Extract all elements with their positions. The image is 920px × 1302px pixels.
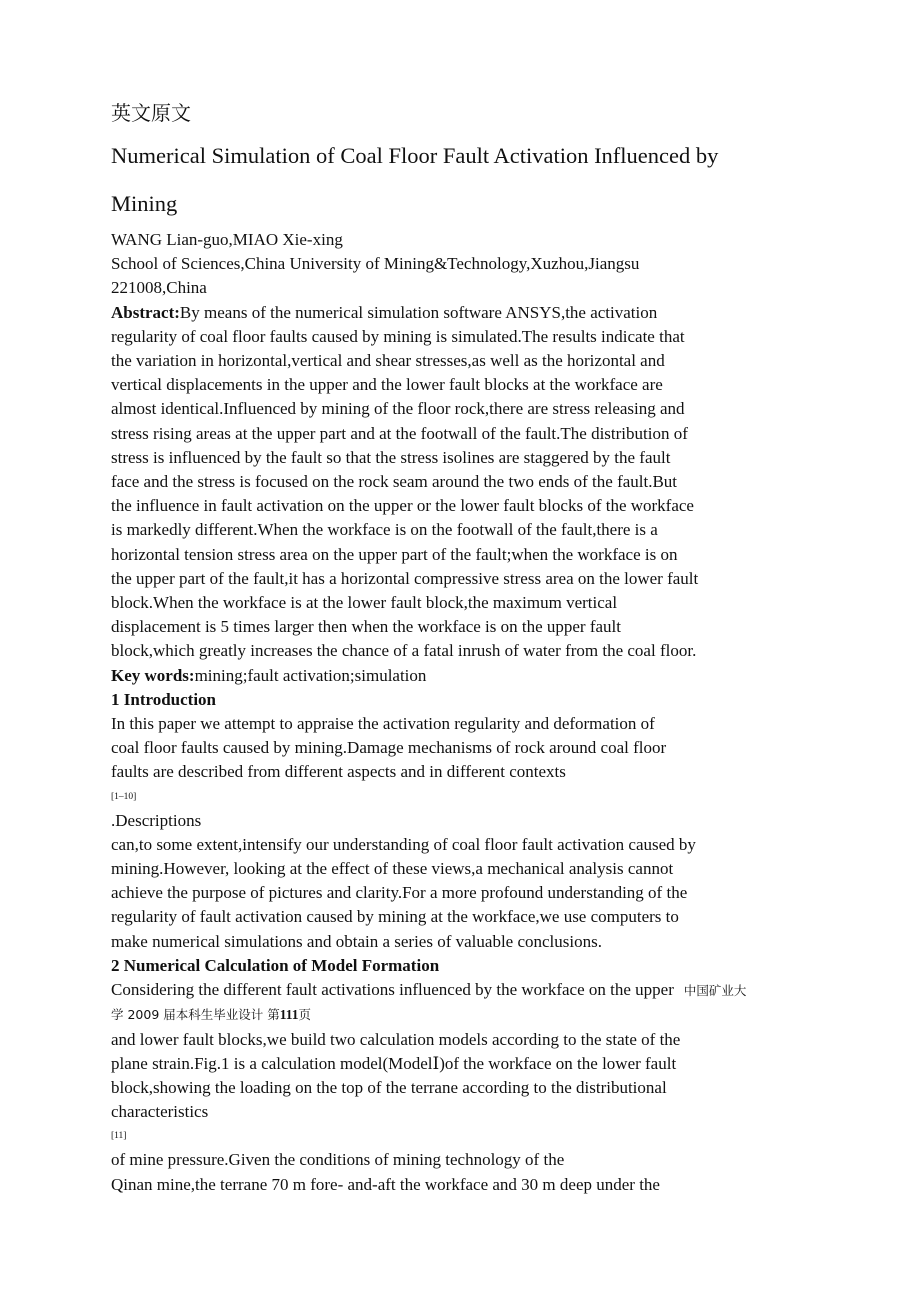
- paragraph-line: block,which greatly increases the chance of a fatal inrush of water from the coal floor.: [111, 641, 697, 661]
- keywords-text: mining;fault activation;simulation: [194, 665, 427, 685]
- page-footer-note: 中国矿业大: [683, 983, 747, 999]
- paragraph-line: make numerical simulations and obtain a series of valuable conclusions.: [111, 931, 602, 951]
- paragraph-line: mining.However, looking at the effect of these views,a mechanical analysis cannot: [111, 859, 674, 879]
- paragraph-line: regularity of coal floor faults caused by mining is simulated.The results indicate that: [111, 326, 685, 346]
- paragraph-line: .Descriptions: [111, 810, 202, 830]
- paragraph-line: can,to some extent,intensify our understanding of coal floor fault activation caused by: [111, 834, 696, 854]
- keywords-line: [111, 664, 811, 688]
- paragraph-line: achieve the purpose of pictures and clarity.For a more profound understanding of the: [111, 883, 688, 903]
- abstract-body: [111, 325, 811, 664]
- abstract: [111, 301, 811, 664]
- paragraph-line: horizontal tension stress area on the upper part of the fault;when the workface is on: [111, 544, 678, 564]
- section-model-formation: [111, 954, 811, 1197]
- section-body: [111, 1028, 811, 1125]
- paragraph-line: stress rising areas at the upper part and at the footwall of the fault.The distribution of: [111, 423, 688, 443]
- paragraph-line: stress is influenced by the fault so that the stress isolines are staggered by the fault: [111, 447, 671, 467]
- citation-ref: [11]: [111, 1131, 127, 1142]
- section-heading: 1 Introduction: [111, 689, 217, 709]
- paragraph-line: block,showing the loading on the top of the terrane according to the distributional: [111, 1077, 667, 1097]
- paragraph-line: the variation in horizontal,vertical and shear stresses,as well as the horizontal and: [111, 351, 665, 371]
- document-page: [111, 94, 811, 1197]
- paragraph-line: the influence in fault activation on the upper or the lower fault blocks of the workface: [111, 496, 694, 516]
- abstract-text: By means of the numerical simulation software ANSYS,the activation: [179, 302, 658, 322]
- paragraph-line: coal floor faults caused by mining.Damage mechanisms of rock around coal floor: [111, 738, 667, 758]
- paragraph-line: the upper part of the fault,it has a horizontal compressive stress area on the lower fault: [111, 568, 699, 588]
- abstract-first-line: [111, 301, 811, 325]
- title-line: Numerical Simulation of Coal Floor Fault Activation Influenced by: [111, 143, 719, 168]
- affiliation-line: School of Sciences,China University of Mining&Technology,Xuzhou,Jiangsu: [111, 254, 640, 274]
- section-body: [111, 712, 811, 785]
- keywords-label: Key words:: [111, 665, 195, 685]
- page-number: 111: [279, 1007, 299, 1023]
- paragraph-line: regularity of fault activation caused by mining at the workface,we use computers to: [111, 907, 679, 927]
- section-body: [111, 1148, 811, 1196]
- paragraph-line: and lower fault blocks,we build two calculation models according to the state of the: [111, 1029, 681, 1049]
- section-body: [111, 809, 811, 954]
- abstract-label: Abstract:: [111, 302, 180, 322]
- paragraph-line: almost identical.Influenced by mining of the floor rock,there are stress releasing and: [111, 399, 685, 419]
- authors: WANG Lian-guo,MIAO Xie-xing: [111, 230, 343, 249]
- paragraph-text: Considering the different fault activations influenced by the workface on the upper: [111, 980, 674, 1000]
- paper-title: [111, 132, 811, 228]
- footer-text: 学 2009 届本科生毕业设计 第: [111, 1007, 280, 1023]
- paragraph-line: In this paper we attempt to appraise the activation regularity and deformation of: [111, 714, 655, 734]
- paragraph-line: plane strain.Fig.1 is a calculation model(ModelⅠ)of the workface on the lower fault: [111, 1053, 677, 1073]
- paragraph-line: [111, 978, 811, 1003]
- section-introduction: [111, 688, 811, 954]
- footer-text: 页: [298, 1007, 312, 1023]
- paragraph-line: face and the stress is focused on the rock seam around the two ends of the fault.But: [111, 472, 678, 492]
- paragraph-line: is markedly different.When the workface is on the footwall of the fault,there is a: [111, 520, 658, 540]
- title-line: Mining: [111, 191, 178, 216]
- chinese-heading: 英文原文: [111, 101, 191, 125]
- paragraph-line: faults are described from different aspects and in different contexts: [111, 762, 566, 782]
- paragraph-line: of mine pressure.Given the conditions of mining technology of the: [111, 1150, 565, 1170]
- paragraph-line: displacement is 5 times larger then when the workface is on the upper fault: [111, 617, 621, 637]
- paragraph-line: characteristics: [111, 1102, 209, 1122]
- paragraph-line: block.When the workface is at the lower fault block,the maximum vertical: [111, 593, 618, 613]
- section-heading: 2 Numerical Calculation of Model Formation: [111, 955, 440, 975]
- paragraph-line: Qinan mine,the terrane 70 m fore- and-aft the workface and 30 m deep under the: [111, 1174, 660, 1194]
- paragraph-line: vertical displacements in the upper and the lower fault blocks at the workface are: [111, 375, 663, 395]
- page-footer-note: [111, 1003, 811, 1027]
- citation-ref: [1–10]: [111, 791, 137, 802]
- affiliation-line: 221008,China: [111, 278, 207, 298]
